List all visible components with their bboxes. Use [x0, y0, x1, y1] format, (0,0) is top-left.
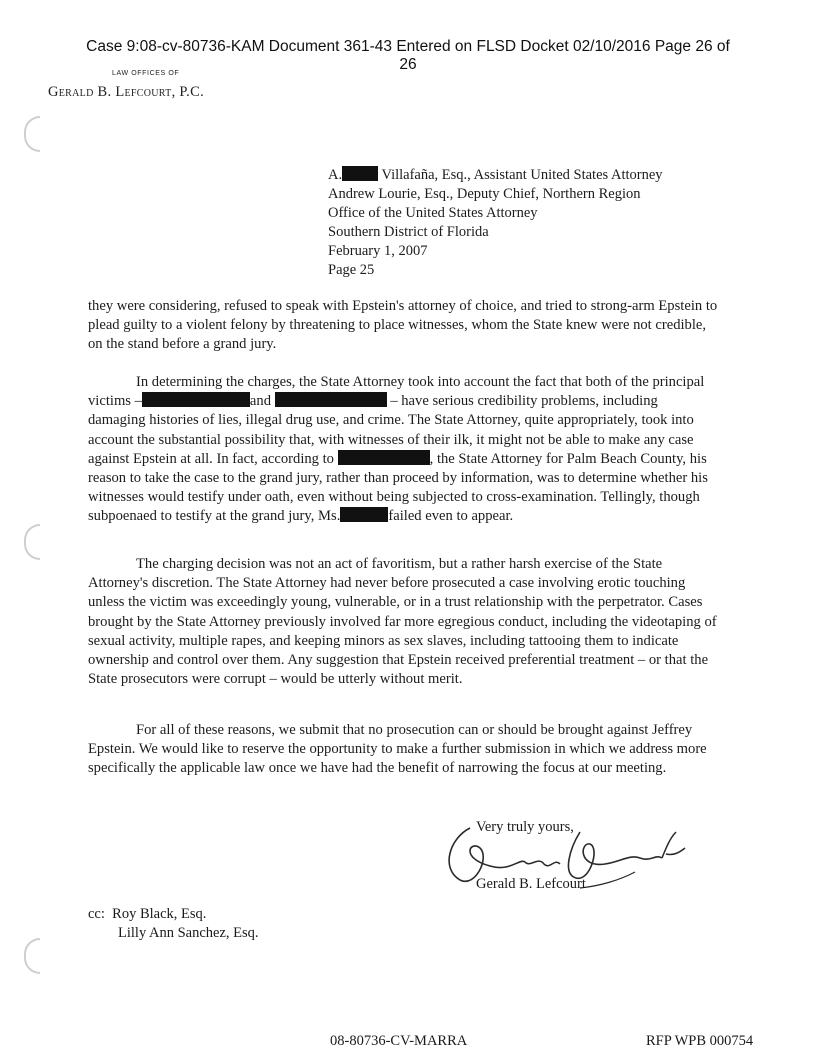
punch-hole-top: [24, 116, 40, 152]
cc-recipient-1: Roy Black, Esq.: [112, 906, 207, 922]
cc-recipient-2: Lilly Ann Sanchez, Esq.: [118, 925, 259, 941]
punch-hole-bottom: [24, 938, 40, 974]
letter-page-number: Page 25: [328, 262, 375, 278]
footer-bates-number: RFP WPB 000754: [646, 1033, 754, 1049]
cc-block: [88, 905, 259, 943]
address-line-3: Office of the United States Attorney: [328, 205, 538, 221]
paragraph-2: In determining the charges, the State Attorney took into account the fact that both of the principal victims – and – have serious credibility problems, including damaging histories of lies, illegal drug use, and crime. The State Attorney, quite appropriately, took into account the substantial possibility that, with witnesses of their ilk, it might not be able to make any case against Epstein at all. In fact, according to , the State Attorney for Palm Beach County, his reason to take the case to the grand jury, rather than proceed by information, was to determine whether his witnesses would testify under oath, even without being subjected to cross-examination. Tellingly, though subpoenaed to testify at the grand jury, Ms. failed even to appear.: [88, 374, 708, 525]
address-block: [328, 166, 663, 280]
address-line-4: Southern District of Florida: [328, 224, 489, 240]
court-header: [0, 38, 816, 74]
signature-block: [476, 818, 586, 894]
footer-case-number: 08-80736-CV-MARRA: [330, 1033, 468, 1049]
court-header-line2: 26: [399, 56, 417, 73]
firm-name: Gerald B. Lefcourt, P.C.: [48, 84, 204, 100]
redaction-box: [340, 507, 388, 522]
cc-label: cc:: [88, 906, 105, 922]
letter-date: February 1, 2007: [328, 243, 428, 259]
law-offices-label: LAW OFFICES OF: [112, 70, 180, 77]
address-line-1: A. Villafaña, Esq., Assistant United States Attorney: [328, 167, 663, 183]
paragraph-4: For all of these reasons, we submit that no prosecution can or should be brought against Jeffrey Epstein. We would like to reserve the opportunity to make a further submission in which we address more specifically the applicable law once we have had the benefit of narrowing the focus at our meeting.: [88, 722, 707, 777]
court-header-line1: Case 9:08-cv-80736-KAM Document 361-43 Entered on FLSD Docket 02/10/2016 Page 26 of: [86, 38, 730, 55]
redaction-box: [342, 166, 378, 181]
redaction-box: [142, 392, 250, 407]
redaction-box: [338, 450, 430, 465]
address-line-2: Andrew Lourie, Esq., Deputy Chief, Northern Region: [328, 186, 641, 202]
redaction-box: [275, 392, 387, 407]
paragraph-1: they were considering, refused to speak with Epstein's attorney of choice, and tried to strong-arm Epstein to plead guilty to a violent felony by threatening to place witnesses, whom the State knew were not credible, on the stand before a grand jury.: [88, 298, 718, 353]
valediction: Very truly yours,: [476, 819, 574, 835]
punch-hole-middle: [24, 524, 40, 560]
signer-name: Gerald B. Lefcourt: [476, 876, 586, 892]
paragraph-3: The charging decision was not an act of favoritism, but a rather harsh exercise of the State Attorney's discretion. The State Attorney had never before prosecuted a case involving erotic touching unless the victim was exceedingly young, vulnerable, or in a trust relationship with the perpetrator. Cases brought by the State Attorney previously involved far more egregious conduct, including the videotaping of sexual activity, multiple rapes, and keeping minors as sex slaves, including tattooing them to indicate ownership and control over them. Any suggestion that Epstein received preferential treatment – or that the State prosecutors were corrupt – would be utterly without merit.: [88, 556, 717, 688]
